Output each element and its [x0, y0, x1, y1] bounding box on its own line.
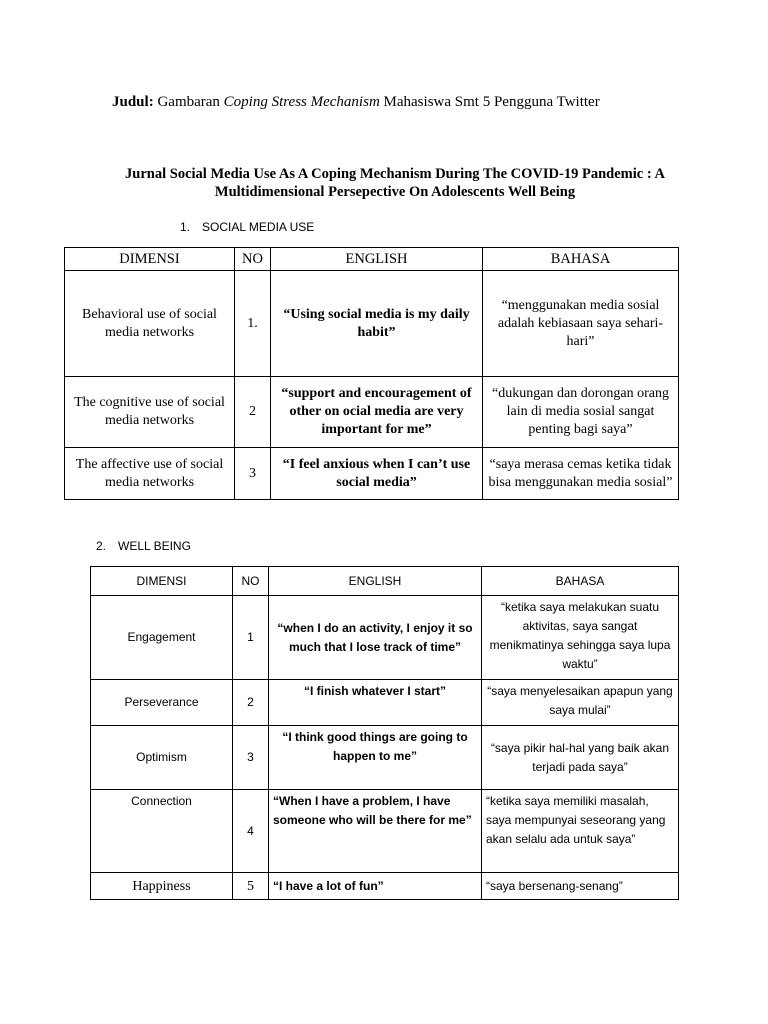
table-row [91, 726, 679, 790]
bahasa-cell: “menggunakan media sosial adalah kebiasaan saya sehari-hari” [483, 271, 679, 377]
column-header: NO [235, 248, 271, 271]
table-row [65, 448, 679, 500]
dimensi-cell: Behavioral use of social media networks [65, 271, 235, 377]
english-cell: “when I do an activity, I enjoy it so much that I lose track of time” [269, 596, 482, 680]
social-media-use-table [64, 247, 679, 500]
english-cell: “When I have a problem, I have someone who will be there for me” [269, 790, 482, 873]
dimensi-cell: The cognitive use of social media networks [65, 377, 235, 448]
table-row [91, 873, 679, 900]
table-row [65, 271, 679, 377]
section-title: WELL BEING [118, 539, 191, 553]
dimensi-cell: Optimism [91, 726, 233, 790]
no-cell: 1. [235, 271, 271, 377]
english-cell: “I think good things are going to happen to me” [269, 726, 482, 790]
no-cell: 3 [233, 726, 269, 790]
section-heading-well-being [96, 539, 191, 553]
table-header-row [91, 567, 679, 596]
table-row [91, 596, 679, 680]
bahasa-cell: “saya pikir hal-hal yang baik akan terjadi pada saya” [482, 726, 679, 790]
journal-title-line1: Jurnal Social Media Use As A Coping Mechanism During The COVID-19 Pandemic : A [125, 166, 665, 182]
bahasa-cell: “ketika saya melakukan suatu aktivitas, saya sangat menikmatinya sehingga saya lupa waktu” [482, 596, 679, 680]
section-number: 2. [96, 539, 107, 553]
title-suffix: Mahasiswa Smt 5 Pengguna Twitter [379, 94, 600, 110]
column-header: DIMENSI [65, 248, 235, 271]
no-cell: 2 [235, 377, 271, 448]
english-cell: “Using social media is my daily habit” [271, 271, 483, 377]
journal-title-line2: Multidimensional Persepective On Adolescents Well Being [214, 184, 576, 200]
dimensi-cell: Happiness [91, 873, 233, 900]
column-header: DIMENSI [91, 567, 233, 596]
document-title [112, 94, 600, 111]
table-row [91, 790, 679, 873]
bahasa-cell: “dukungan dan dorongan orang lain di media sosial sangat penting bagi saya” [483, 377, 679, 448]
no-cell: 4 [233, 790, 269, 873]
column-header: BAHASA [482, 567, 679, 596]
no-cell: 2 [233, 680, 269, 726]
well-being-table [90, 566, 679, 900]
dimensi-cell: The affective use of social media networks [65, 448, 235, 500]
table-row [91, 680, 679, 726]
table-row [65, 377, 679, 448]
title-prefix: Gambaran [153, 94, 224, 110]
english-cell: “support and encouragement of other on ocial media are very important for me” [271, 377, 483, 448]
column-header: ENGLISH [271, 248, 483, 271]
column-header: NO [233, 567, 269, 596]
column-header: ENGLISH [269, 567, 482, 596]
bahasa-cell: “saya bersenang-senang” [482, 873, 679, 900]
english-cell: “I have a lot of fun” [269, 873, 482, 900]
dimensi-cell: Connection [91, 790, 233, 873]
dimensi-cell: Engagement [91, 596, 233, 680]
english-cell: “I feel anxious when I can’t use social media” [271, 448, 483, 500]
journal-title [100, 165, 690, 201]
section-number: 1. [180, 220, 191, 234]
no-cell: 3 [235, 448, 271, 500]
no-cell: 5 [233, 873, 269, 900]
no-cell: 1 [233, 596, 269, 680]
section-heading-social-media-use [180, 220, 314, 234]
english-cell: “I finish whatever I start” [269, 680, 482, 726]
bahasa-cell: “saya menyelesaikan apapun yang saya mulai” [482, 680, 679, 726]
section-title: SOCIAL MEDIA USE [202, 220, 315, 234]
table-header-row [65, 248, 679, 271]
bahasa-cell: “ketika saya memiliki masalah, saya mempunyai seseorang yang akan selalu ada untuk saya” [482, 790, 679, 873]
column-header: BAHASA [483, 248, 679, 271]
bahasa-cell: “saya merasa cemas ketika tidak bisa menggunakan media sosial” [483, 448, 679, 500]
title-label: Judul: [112, 94, 154, 110]
dimensi-cell: Perseverance [91, 680, 233, 726]
title-italic: Coping Stress Mechanism [223, 94, 380, 110]
